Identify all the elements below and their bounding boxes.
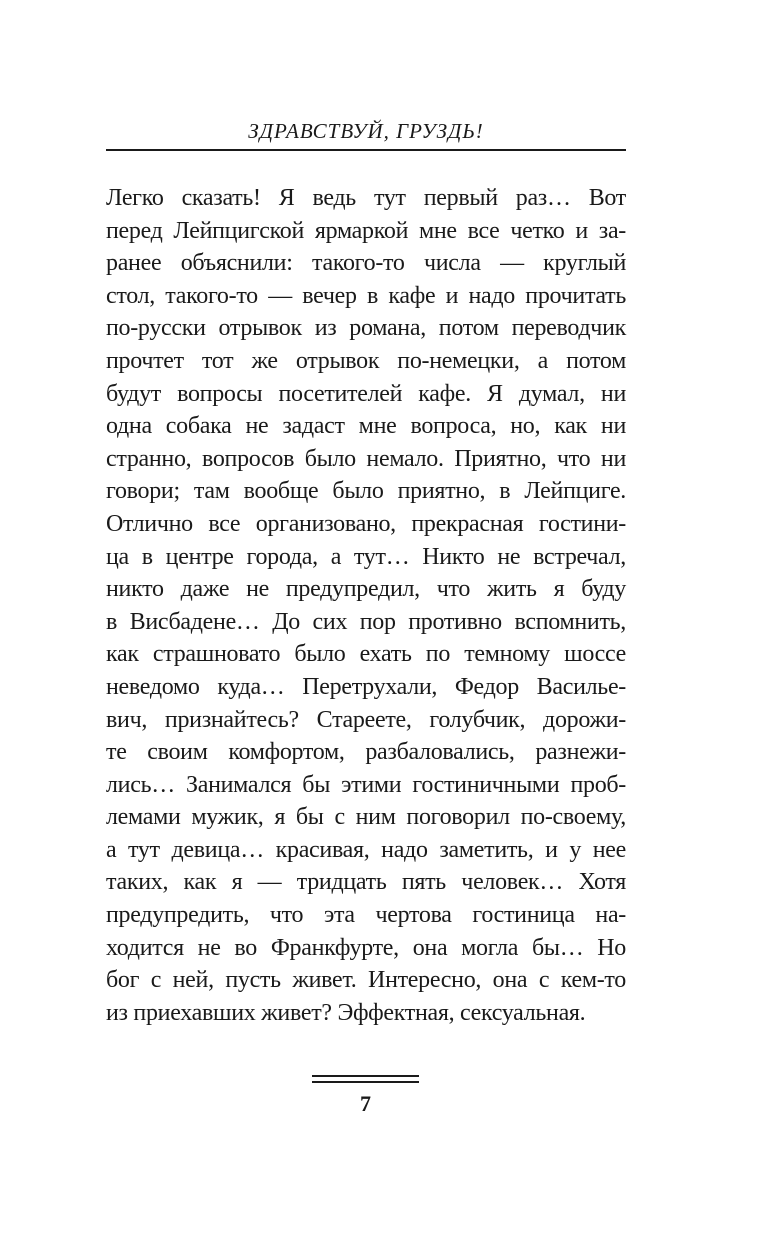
text-line: бог с ней, пусть живет. Интересно, она с кем-то (106, 967, 626, 994)
text-line: Отлично все организовано, прекрасная гостини- (106, 510, 626, 537)
text-line: прочтет тот же отрывок по-немецки, а потом (106, 347, 626, 374)
text-line: из приехавших живет? Эффектная, сексуальная. (106, 999, 586, 1026)
text-line: странно, вопросов было немало. Приятно, что ни (106, 445, 626, 472)
text-line: ранее объяснили: такого-то числа — круглый (106, 250, 626, 277)
text-line: лись… Занимался бы этими гостиничными проб- (106, 771, 626, 798)
text-line: будут вопросы посетителей кафе. Я думал, ни (106, 380, 626, 407)
text-line: стол, такого-то — вечер в кафе и надо прочитать (106, 282, 626, 309)
folio-rule (312, 1075, 419, 1077)
text-line: предупредить, что эта чертова гостиница на- (106, 902, 626, 929)
text-line: по-русски отрывок из романа, потом переводчик (106, 315, 626, 342)
folio-rule (312, 1081, 419, 1083)
page-number: 7 (360, 1091, 371, 1116)
text-line: ходится не во Франкфурте, она могла бы… Но (106, 934, 626, 961)
text-line: неведомо куда… Перетрухали, Федор Василье- (106, 673, 626, 700)
text-line: как страшновато было ехать по темному шоссе (106, 641, 626, 668)
text-line: ца в центре города, а тут… Никто не встречал, (106, 543, 626, 570)
text-line: никто даже не предупредил, что жить я буду (106, 576, 626, 603)
text-line: вич, признайтесь? Стареете, голубчик, дорожи- (106, 706, 626, 733)
text-line: говори; там вообще было приятно, в Лейпциге. (106, 478, 626, 505)
text-line: в Висбадене… До сих пор противно вспомнить, (106, 608, 626, 635)
text-line: а тут девица… красивая, надо заметить, и у нее (106, 836, 626, 863)
header-rule (106, 149, 626, 151)
text-line: таких, как я — тридцать пять человек… Хотя (106, 869, 626, 896)
text-line: те своим комфортом, разбаловались, разнежи- (106, 739, 626, 766)
text-line: Легко сказать! Я ведь тут первый раз… Вот (106, 185, 626, 211)
text-line: лемами мужик, я бы с ним поговорил по-своему, (106, 804, 626, 831)
body-text (106, 182, 626, 1029)
text-line: перед Лейпцигской ярмаркой мне все четко и за- (106, 217, 626, 244)
running-head: ЗДРАВСТВУЙ, ГРУЗДЬ! (248, 119, 484, 143)
text-line: одна собака не задаст мне вопроса, но, как ни (106, 413, 626, 440)
